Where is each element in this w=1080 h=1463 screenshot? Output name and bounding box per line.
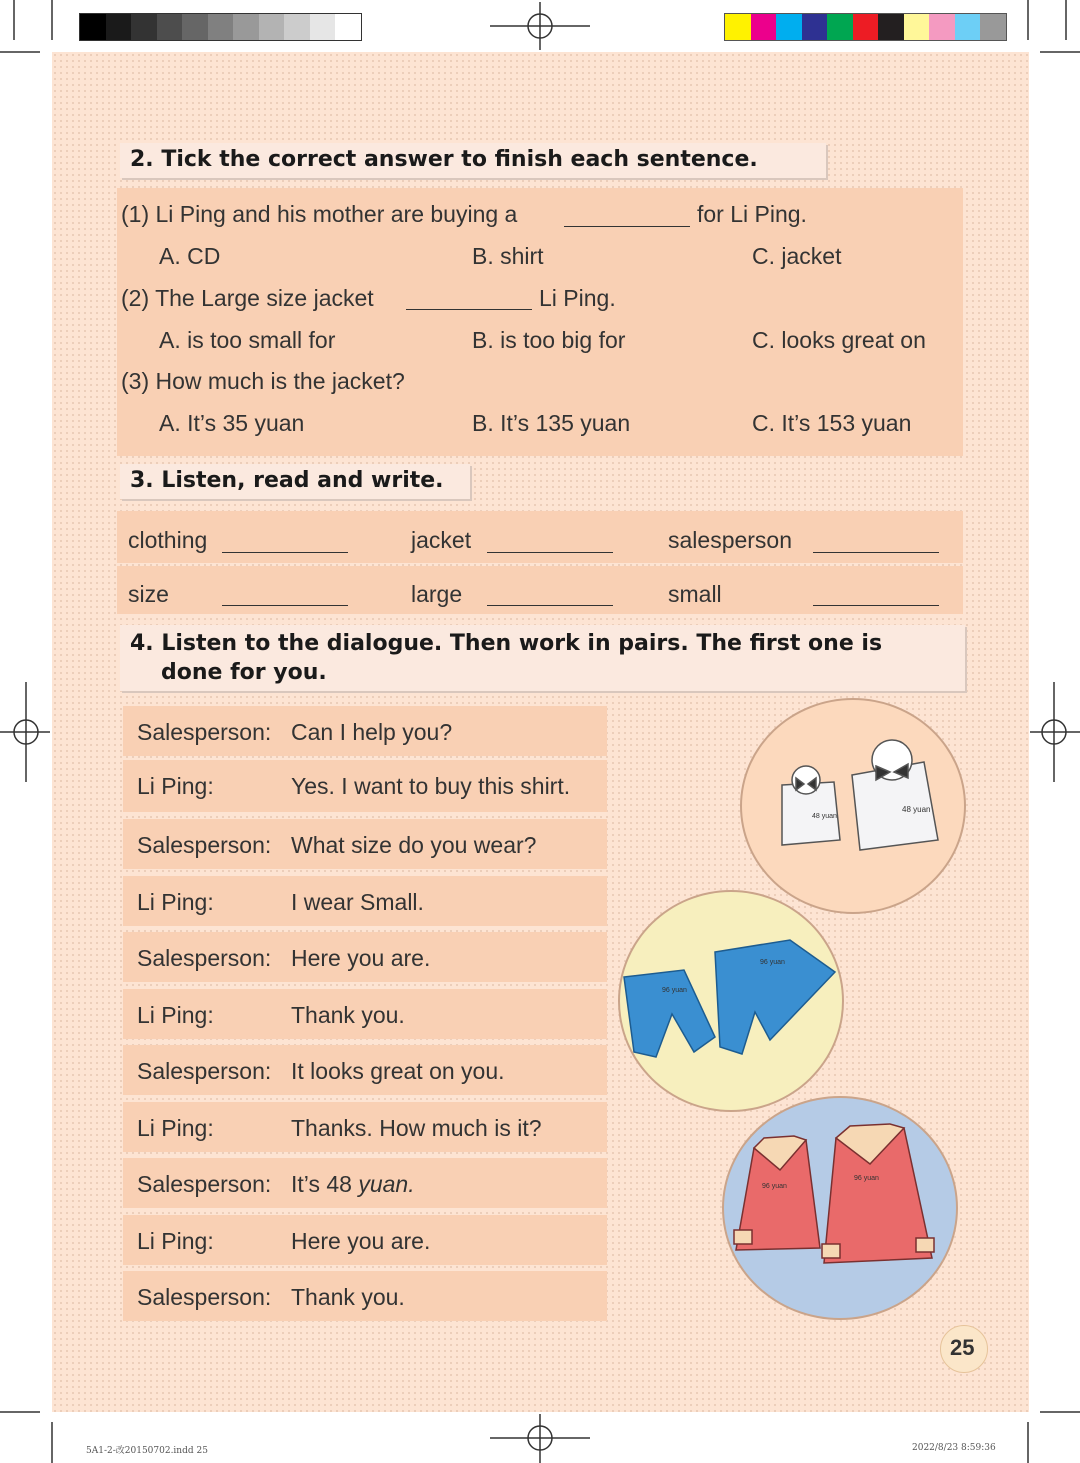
section-4-heading-line-1: 4. Listen to the dialogue. Then work in pairs. The first one is xyxy=(130,631,883,656)
q1-text-end: for Li Ping. xyxy=(697,201,807,227)
section-3-heading xyxy=(120,464,470,499)
section-3-row-1 xyxy=(117,511,963,563)
word-size: size xyxy=(128,581,169,607)
speaker: Li Ping: xyxy=(137,1115,214,1141)
shirts-illustration xyxy=(740,698,966,914)
section-3-row-2 xyxy=(117,566,963,614)
speaker: Salesperson: xyxy=(137,832,272,858)
page-number: 25 xyxy=(950,1335,975,1360)
dialogue-line xyxy=(291,1171,415,1198)
q2-blank[interactable] xyxy=(406,309,532,310)
tag-coat-b: 96 yuan xyxy=(854,1175,879,1182)
q3-option-a[interactable]: A. It’s 35 yuan xyxy=(159,410,305,436)
q3-text: (3) How much is the jacket? xyxy=(121,368,405,394)
q1-text: (1) Li Ping and his mother are buying a xyxy=(121,201,518,227)
speaker: Li Ping: xyxy=(137,773,214,799)
speaker: Salesperson: xyxy=(137,945,272,971)
q1-option-b[interactable]: B. shirt xyxy=(472,243,544,269)
q2-text-end: Li Ping. xyxy=(539,285,616,311)
large-blank[interactable] xyxy=(487,605,613,606)
q2-option-b[interactable]: B. is too big for xyxy=(472,327,626,353)
dialogue-row xyxy=(123,1045,607,1095)
tag-large-shirt: 48 yuan xyxy=(902,805,931,814)
tag-jeans-b: 96 yuan xyxy=(760,959,785,966)
dialogue-row xyxy=(123,876,607,926)
q2-text: (2) The Large size jacket xyxy=(121,285,374,311)
section-2-heading xyxy=(120,143,826,178)
dialogue-line: It looks great on you. xyxy=(291,1058,505,1084)
section-3-heading-text: 3. Listen, read and write. xyxy=(130,468,444,493)
dialogue-line: Thank you. xyxy=(291,1002,405,1028)
speaker: Li Ping: xyxy=(137,1228,214,1254)
dialogue-line: Here you are. xyxy=(291,945,431,971)
dialogue-row xyxy=(123,1215,607,1265)
tag-small-shirt: 48 yuan xyxy=(812,813,837,820)
dialogue-row xyxy=(123,1271,607,1321)
coats-illustration xyxy=(722,1096,958,1320)
speaker: Salesperson: xyxy=(137,1058,272,1084)
section-2-heading-text: 2. Tick the correct answer to finish each sentence. xyxy=(130,147,758,172)
section-4-heading xyxy=(120,625,965,691)
speaker: Salesperson: xyxy=(137,1284,272,1310)
dialogue-line: Thanks. How much is it? xyxy=(291,1115,542,1141)
dialogue-row xyxy=(123,760,607,812)
word-jacket: jacket xyxy=(411,527,472,553)
q1-option-c[interactable]: C. jacket xyxy=(752,243,842,269)
dialogue-row xyxy=(123,706,607,756)
dialogue-row xyxy=(123,1102,607,1152)
clothing-blank[interactable] xyxy=(222,552,348,553)
speaker: Salesperson: xyxy=(137,719,272,745)
salesperson-blank[interactable] xyxy=(813,552,939,553)
coat-icon xyxy=(724,1098,956,1318)
dialogue-line-text: It’s 48 xyxy=(291,1171,359,1197)
dialogue-line: Yes. I want to buy this shirt. xyxy=(291,773,571,799)
jeans-icon xyxy=(620,892,842,1110)
q1-blank[interactable] xyxy=(564,226,690,227)
dialogue-line: Thank you. xyxy=(291,1284,405,1310)
jeans-illustration xyxy=(618,890,844,1112)
word-large: large xyxy=(411,581,463,607)
footer-date: 2022/8/23 8:59:36 xyxy=(912,1443,996,1453)
dialogue-line: Can I help you? xyxy=(291,719,453,745)
dialogue-row xyxy=(123,819,607,869)
tag-coat-a: 96 yuan xyxy=(762,1183,787,1190)
q3-option-c[interactable]: C. It’s 153 yuan xyxy=(752,410,912,436)
word-small: small xyxy=(668,581,722,607)
q3-option-b[interactable]: B. It’s 135 yuan xyxy=(472,410,631,436)
dialogue-line: I wear Small. xyxy=(291,889,424,915)
word-salesperson: salesperson xyxy=(668,527,793,553)
q2-option-c[interactable]: C. looks great on xyxy=(752,327,926,353)
small-blank[interactable] xyxy=(813,605,939,606)
dialogue-row xyxy=(123,932,607,982)
size-blank[interactable] xyxy=(222,605,348,606)
dialogue-row xyxy=(123,989,607,1039)
tag-jeans-a: 96 yuan xyxy=(662,987,687,994)
q1-option-a[interactable]: A. CD xyxy=(159,243,221,269)
dialogue-line: Here you are. xyxy=(291,1228,431,1254)
yuan-italic: yuan. xyxy=(358,1171,415,1197)
q2-option-a[interactable]: A. is too small for xyxy=(159,327,336,353)
dialogue-row xyxy=(123,1158,607,1208)
jacket-blank[interactable] xyxy=(487,552,613,553)
footer-file: 5A1-2-改20150702.indd 25 xyxy=(86,1446,208,1456)
section-4-heading-line-2: done for you. xyxy=(161,660,327,685)
dialogue-line: What size do you wear? xyxy=(291,832,537,858)
speaker: Li Ping: xyxy=(137,1002,214,1028)
shirt-icon xyxy=(742,700,964,912)
page-number-badge xyxy=(940,1325,988,1373)
speaker: Salesperson: xyxy=(137,1171,272,1197)
word-clothing: clothing xyxy=(128,527,208,553)
speaker: Li Ping: xyxy=(137,889,214,915)
